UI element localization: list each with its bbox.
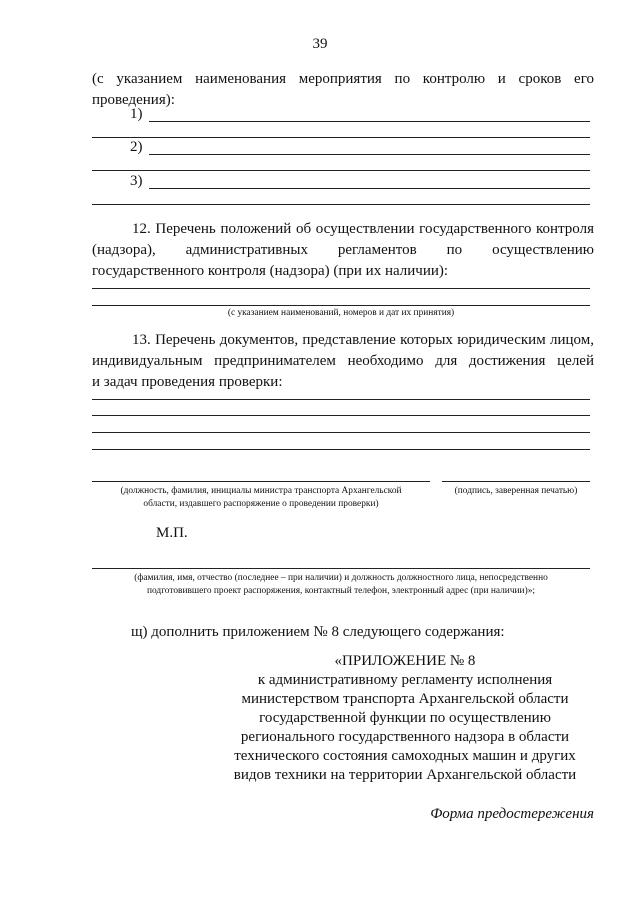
amendment-text: щ) дополнить приложением № 8 следующего содержания:: [131, 624, 505, 640]
fill-line: [149, 121, 590, 122]
fill-line: [92, 432, 590, 433]
appendix-line-1: к административному регламенту исполнения: [257, 672, 553, 688]
section12-line2: (надзора), административных регламентов по осуществлению: [92, 242, 594, 258]
fill-line: [149, 188, 590, 189]
stamp-label: М.П.: [156, 525, 188, 541]
signature-line: [442, 481, 590, 482]
preparer-caption-2: подготовившего проект распоряжения, контактный телефон, электронный адрес (при наличии)»;: [146, 586, 535, 596]
appendix-line-4: регионального государственного надзора в области: [240, 729, 570, 745]
section13-line1: 13. Перечень документов, представление которых юридическим лицом,: [132, 332, 594, 348]
appendix-line-5: технического состояния самоходных машин и других: [234, 748, 576, 764]
preparer-caption-1: (фамилия, имя, отчество (последнее – при наличии) и должность должностного лица, непосредственно: [134, 573, 548, 583]
fill-line: [92, 449, 590, 450]
fill-line: [92, 288, 590, 289]
section12-caption: (с указанием наименований, номеров и дат их принятия): [227, 308, 455, 318]
fill-line: [92, 399, 590, 400]
appendix-title: «ПРИЛОЖЕНИЕ № 8: [334, 653, 476, 669]
signature-caption-left-1: (должность, фамилия, инициалы министра транспорта Архангельской: [120, 486, 402, 496]
signature-name-line: [92, 481, 430, 482]
page-number: 39: [312, 36, 328, 52]
fill-line: [92, 137, 590, 138]
section12-line1: 12. Перечень положений об осуществлении государственного контроля: [132, 221, 594, 237]
form-label: Форма предостережения: [430, 806, 594, 822]
section11-line1: (с указанием наименования мероприятия по контролю и сроков его: [92, 71, 594, 87]
fill-line: [92, 204, 590, 205]
fill-line: [149, 154, 590, 155]
preparer-line: [92, 568, 590, 569]
section13-line2: индивидуальным предпринимателем необходимо для достижения целей: [92, 353, 594, 369]
fill-line: [92, 415, 590, 416]
list-item-1-number: 1): [130, 106, 143, 122]
list-item-3-number: 3): [130, 173, 143, 189]
fill-line: [92, 170, 590, 171]
appendix-line-3: государственной функции по осуществлению: [259, 710, 551, 726]
section12-line3: государственного контроля (надзора) (при их наличии):: [92, 263, 449, 279]
signature-caption-right: (подпись, заверенная печатью): [454, 486, 578, 496]
section13-line3: и задач проведения проверки:: [92, 374, 283, 390]
appendix-line-6: видов техники на территории Архангельской области: [233, 767, 577, 783]
signature-caption-left-2: области, издавшего распоряжение о проведении проверки): [143, 499, 379, 509]
section11-line2: проведения):: [92, 92, 175, 108]
appendix-line-2: министерством транспорта Архангельской области: [241, 691, 569, 707]
list-item-2-number: 2): [130, 139, 143, 155]
